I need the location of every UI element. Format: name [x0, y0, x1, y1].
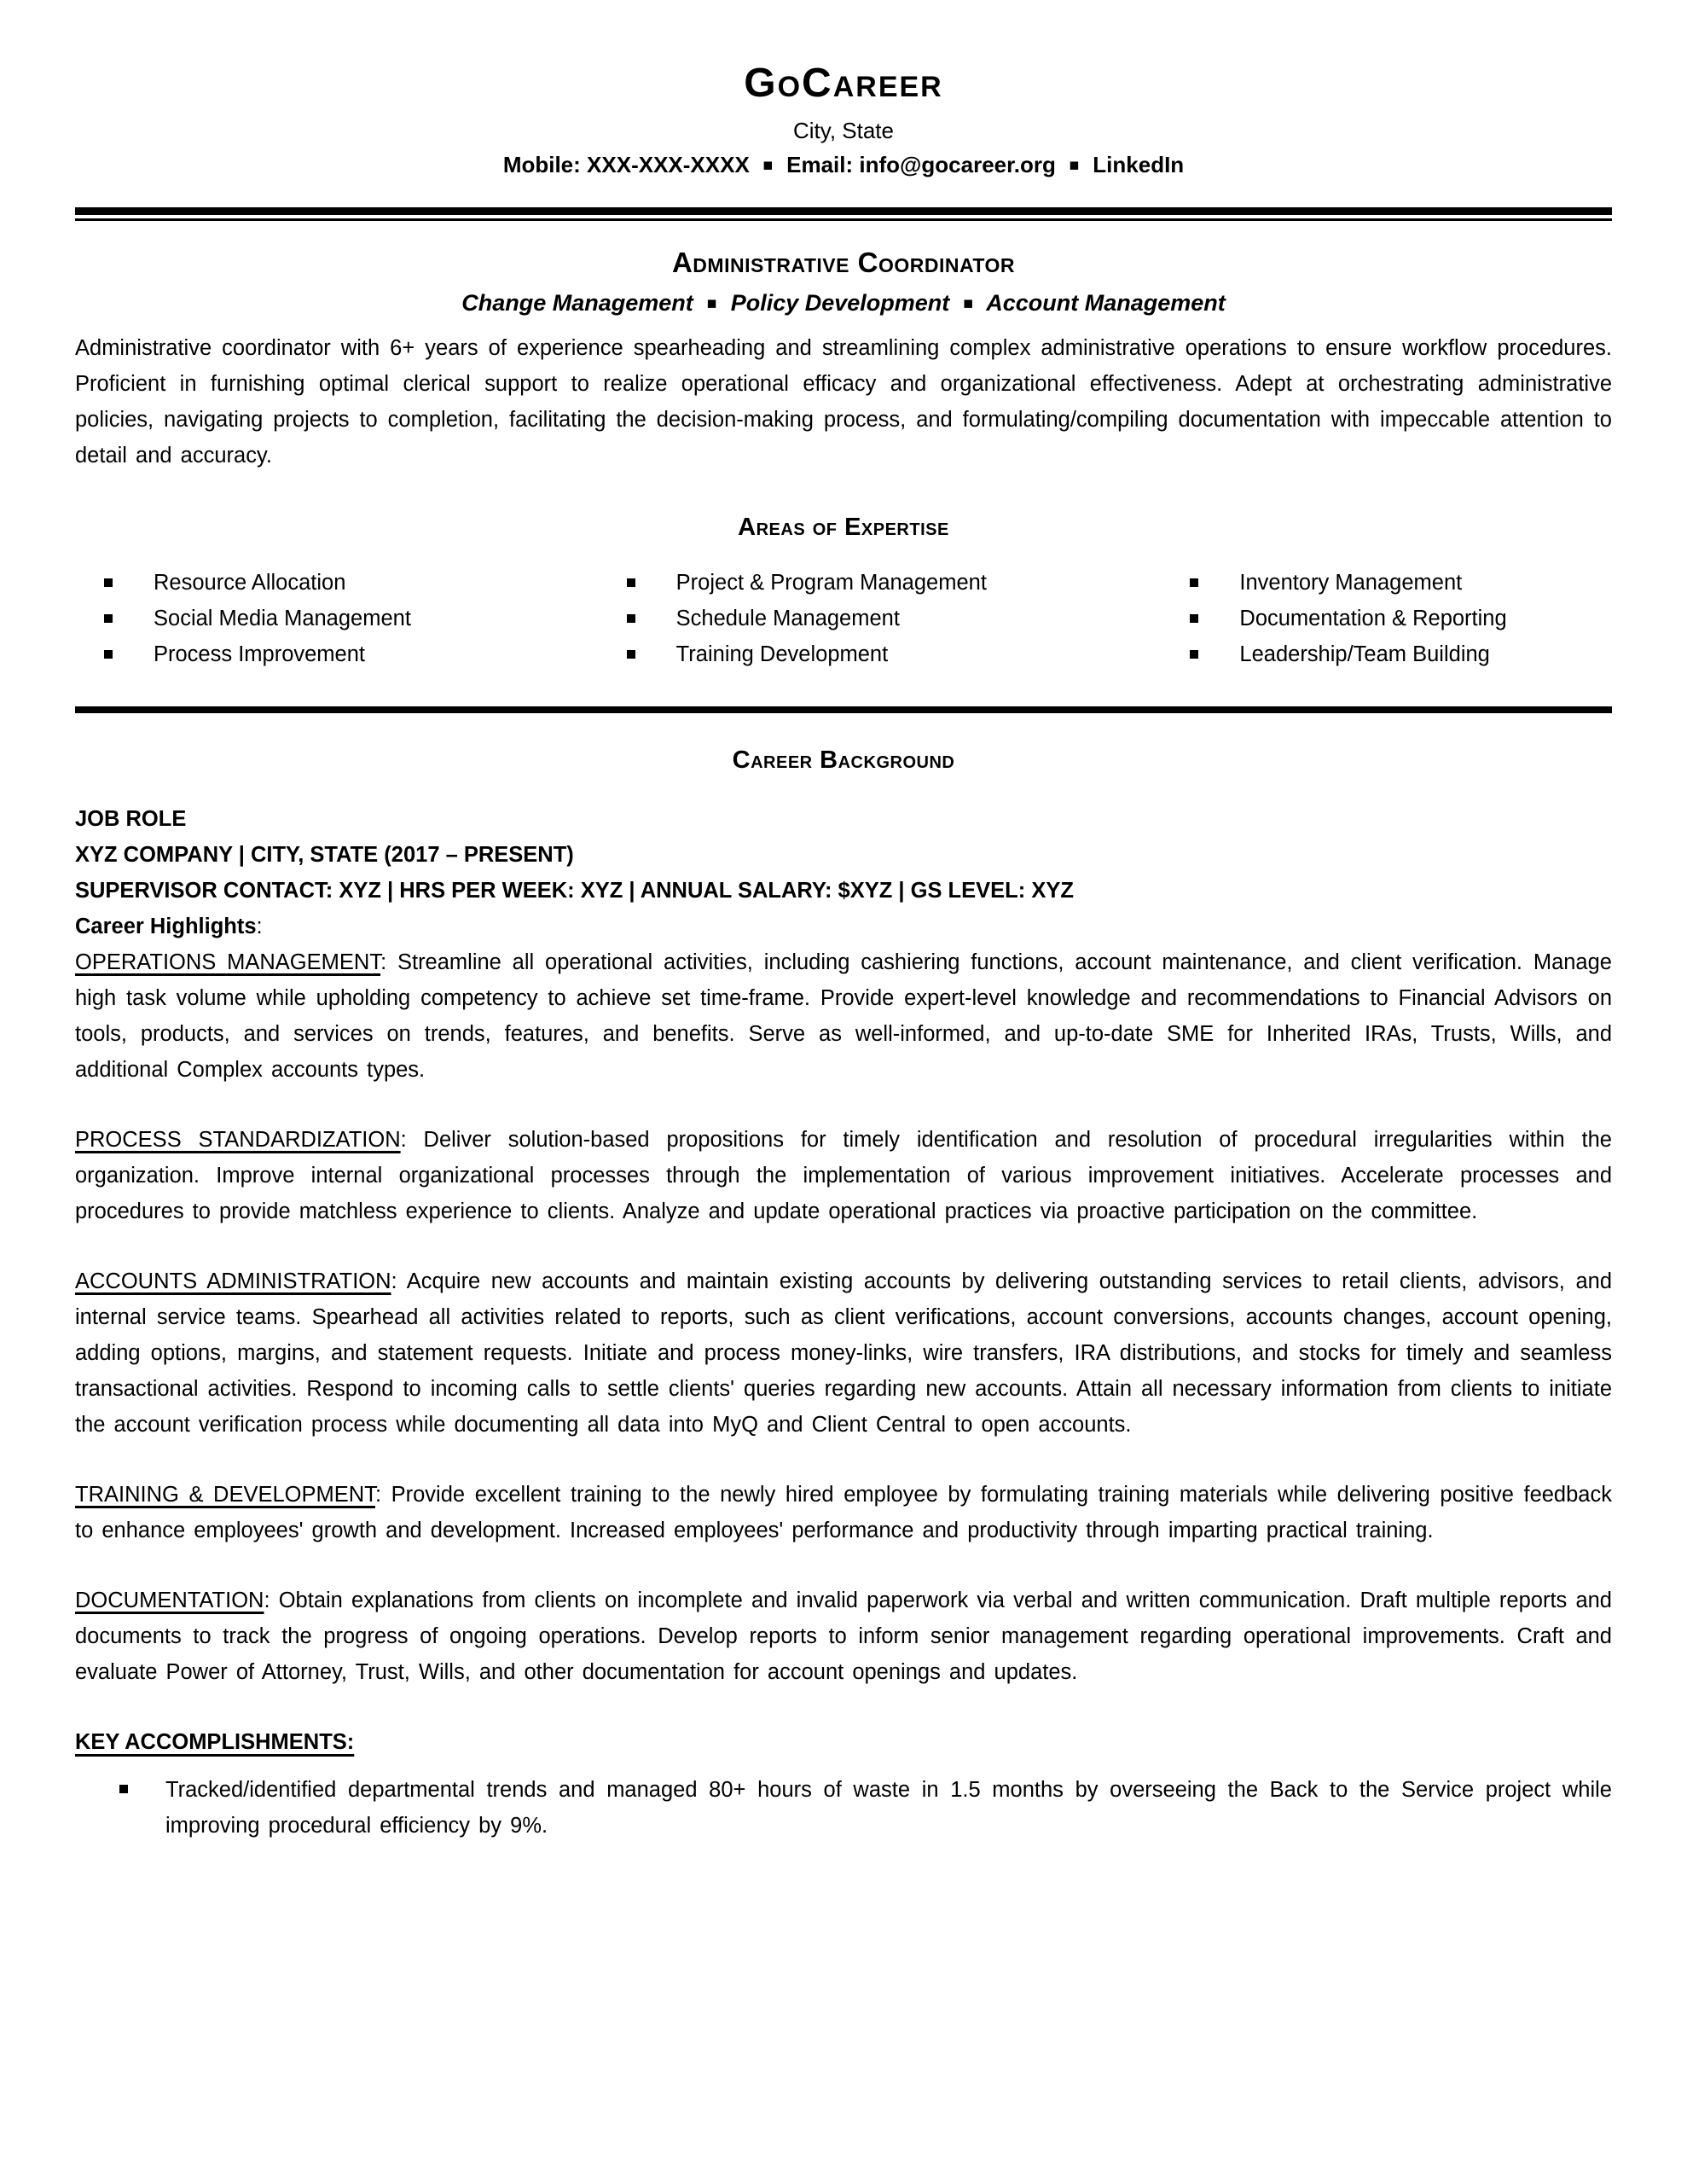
specialty: Policy Development — [730, 289, 950, 316]
paragraph-text: : Provide excellent training to the newly hired employee by formulating training materials while delivering positive feedback to enhance employees' growth and development. Increased employees' performance and productivity through imparting practical training. — [75, 1482, 1612, 1542]
summary-paragraph: Administrative coordinator with 6+ years of experience spearheading and streamlining complex administrative operations to ensure workflow procedures. Proficient in furnishing optimal clerical support to realize operational efficacy and organizational effectiveness. Adept at orchestrating administrative policies, navigating projects to completion, facilitating the decision-making process, and formulating/compiling documentation with impeccable attention to detail and accuracy. — [75, 336, 1612, 468]
key-accomplishments-heading — [75, 1724, 1612, 1760]
paragraph-text: : Deliver solution-based propositions for timely identification and resolution of procedural irregularities within the organization. Improve internal organizational processes through the implementation of various improvement initiatives. Accelerate processes and procedures to provide matchless experience to clients. Analyze and update operational practices via proactive participation on the committee. — [75, 1127, 1612, 1223]
skill-label: Resource Allocation — [154, 570, 346, 595]
skill-label: Inventory Management — [1239, 570, 1463, 595]
skill-label: Social Media Management — [154, 606, 411, 630]
square-bullet-icon — [627, 614, 635, 623]
square-bullet-icon — [1190, 614, 1198, 623]
paragraph-label: TRAINING & DEVELOPMENT — [75, 1482, 375, 1507]
contact-line — [75, 151, 1612, 180]
accomplishment-item — [75, 1772, 1612, 1844]
key-accomplishments-text: KEY ACCOMPLISHMENTS: — [75, 1729, 355, 1754]
skill-item — [75, 601, 598, 636]
skill-item — [598, 601, 1162, 636]
skill-item — [1161, 636, 1612, 672]
job-header-block — [75, 801, 1612, 944]
square-bullet-icon — [104, 614, 113, 623]
skill-label: Training Development — [675, 642, 889, 666]
square-separator-icon: ▪ — [962, 293, 974, 312]
skill-item — [75, 636, 598, 672]
skills-column — [1161, 565, 1612, 672]
career-section — [75, 746, 1612, 1844]
paragraph-label: DOCUMENTATION — [75, 1588, 264, 1612]
paragraph-text: : Obtain explanations from clients on incomplete and invalid paperwork via verbal and written communication. Draft multiple reports and documents to track the progress of ongoing operations. Develop reports to inform senior management regarding operational improvements. Craft and evaluate Power of Attorney, Trust, Wills, and other documentation for account openings and updates. — [75, 1588, 1612, 1684]
specialties-line — [75, 289, 1612, 317]
mobile-label: Mobile: — [502, 151, 581, 177]
skill-item — [598, 636, 1162, 672]
skills-column — [75, 565, 598, 672]
candidate-name: GoCareer — [744, 61, 943, 106]
skill-item — [1161, 565, 1612, 601]
linkedin-label: LinkedIn — [1093, 151, 1185, 177]
job-title: Administrative Coordinator — [671, 246, 1016, 278]
expertise-section — [75, 513, 1612, 672]
skills-column — [598, 565, 1162, 672]
square-bullet-icon — [1190, 578, 1198, 587]
career-paragraph — [75, 944, 1612, 1088]
skill-label: Documentation & Reporting — [1239, 606, 1507, 630]
email-label: Email: — [786, 151, 854, 177]
highlights-label-text: Career Highlights — [75, 914, 257, 938]
career-highlights-label — [75, 909, 1612, 944]
profile-section — [75, 247, 1612, 473]
skill-label: Project & Program Management — [675, 570, 987, 595]
career-paragraph — [75, 1263, 1612, 1443]
skill-item — [75, 565, 598, 601]
expertise-heading: Areas of Expertise — [738, 514, 949, 542]
job-role-line: JOB ROLE — [75, 806, 187, 831]
square-bullet-icon — [627, 650, 635, 659]
resume-header — [75, 60, 1612, 180]
accomplishment-text: Tracked/identified departmental trends and managed 80+ hours of waste in 1.5 months by overseeing the Back to the Service project while improving procedural efficiency by 9%. — [165, 1777, 1612, 1838]
specialty: Change Management — [461, 289, 693, 316]
career-paragraph — [75, 1477, 1612, 1548]
skill-label: Process Improvement — [154, 642, 366, 666]
square-bullet-icon — [627, 578, 635, 587]
paragraph-label: OPERATIONS MANAGEMENT — [75, 950, 381, 974]
paragraph-text: : Acquire new accounts and maintain existing accounts by delivering outstanding services to retail clients, advisors, and internal service teams. Spearhead all activities related to reports, such as client verifications, account conversions, accounts changes, account opening, adding options, margins, and statement requests. Initiate and process money-links, wire transfers, IRA distributions, and stocks for timely and seamless transactional activities. Respond to incoming calls to settle clients' queries regarding new accounts. Attain all necessary information from clients to initiate the account verification process while documenting all data into MyQ and Client Central to open accounts. — [75, 1269, 1612, 1437]
specialty: Account Management — [986, 289, 1226, 316]
square-separator-icon: ▪ — [1069, 154, 1081, 174]
email-value: info@gocareer.org — [859, 151, 1056, 177]
skill-item — [598, 565, 1162, 601]
section-divider — [75, 706, 1612, 713]
company-line: XYZ COMPANY | CITY, STATE (2017 – PRESENT) — [75, 842, 574, 867]
square-bullet-icon — [104, 578, 113, 587]
career-heading: Career Background — [732, 746, 955, 774]
career-paragraphs — [75, 944, 1612, 1690]
square-separator-icon: ▪ — [706, 293, 718, 312]
square-bullet-icon — [104, 650, 113, 659]
paragraph-text: : Streamline all operational activities, including cashiering functions, account maintenance, and client verification. Manage high task volume while upholding competency to achieve set time-frame. Provide expert-level knowledge and recommendations to Financial Advisors on tools, products, and services on trends, features, and benefits. Serve as well-informed, and up-to-date SME for Inherited IRAs, Trusts, Wills, and additional Complex accounts types. — [75, 950, 1612, 1082]
skill-label: Schedule Management — [675, 606, 900, 630]
paragraph-label: PROCESS STANDARDIZATION — [75, 1127, 401, 1152]
header-divider — [75, 207, 1612, 221]
location-line: City, State — [792, 118, 894, 144]
highlights-colon: : — [256, 914, 263, 938]
job-details-line: SUPERVISOR CONTACT: XYZ | HRS PER WEEK: XYZ | ANNUAL SALARY: $XYZ | GS LEVEL: XYZ — [75, 878, 1074, 903]
skill-label: Leadership/Team Building — [1239, 642, 1490, 666]
skills-grid — [75, 565, 1612, 672]
square-bullet-icon — [1190, 650, 1198, 659]
paragraph-label: ACCOUNTS ADMINISTRATION — [75, 1269, 391, 1293]
skill-item — [1161, 601, 1612, 636]
career-paragraph — [75, 1583, 1612, 1690]
square-separator-icon: ▪ — [762, 154, 774, 174]
mobile-value: XXX-XXX-XXXX — [587, 151, 750, 177]
career-paragraph — [75, 1122, 1612, 1229]
square-bullet-icon — [119, 1785, 128, 1793]
